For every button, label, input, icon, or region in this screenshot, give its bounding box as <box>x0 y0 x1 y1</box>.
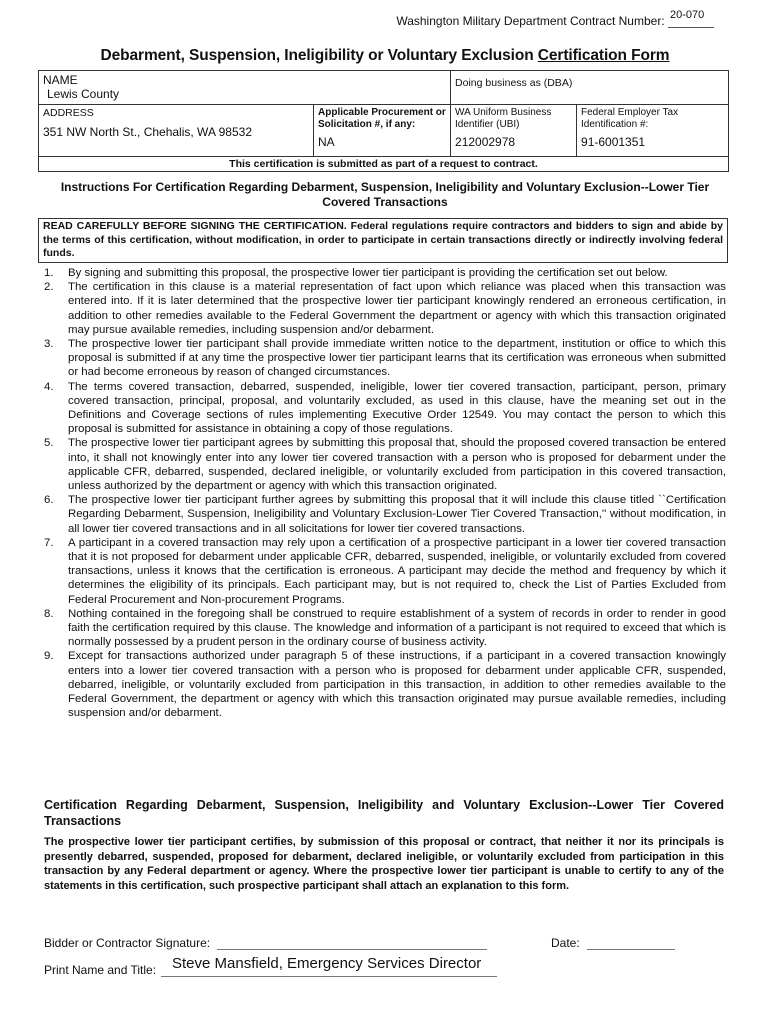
print-name-value: Steve Mansfield, Emergency Services Director <box>172 955 482 972</box>
dba-cell[interactable] <box>451 71 729 105</box>
read-carefully-notice: READ CAREFULLY BEFORE SIGNING THE CERTIFICATION. Federal regulations require contractors and bidders to sign and abide by the terms of this certification, without modification, in order to participate in certain transactions directly or indirectly involving federal funds. <box>38 218 728 263</box>
procurement-value: NA <box>318 135 335 149</box>
procurement-cell[interactable] <box>314 105 451 157</box>
instruction-number: 9. <box>44 650 54 663</box>
certification-title: Certification Regarding Debarment, Suspension, Ineligibility and Voluntary Exclusion--Lower Tier Covered Transactions <box>44 798 724 828</box>
instruction-number: 3. <box>44 338 54 351</box>
instruction-text: The prospective lower tier participant shall provide immediate written notice to the department, institution or office to which this proposal is submitted if at any time the prospective lower tier participant learns that its certification was erroneous when submitted or had become erroneous by reason of changed circumstances. <box>68 338 726 379</box>
instruction-number: 6. <box>44 494 54 507</box>
form-title-underlined: Certification Form <box>537 47 670 64</box>
instructions-title: Instructions For Certification Regarding Debarment, Suspension, Ineligibility and Voluntary Exclusion--Lower Tier Covered Transactions <box>60 180 710 209</box>
instruction-item <box>38 280 726 337</box>
signature-row <box>44 936 487 950</box>
procurement-label: Applicable Procurement or Solicitation #, if any: <box>318 107 446 130</box>
instruction-text: The terms covered transaction, debarred, suspended, ineligible, lower tier covered transaction, participant, person, primary covered transaction, principal, proposal, and voluntarily excluded, as used in this clause, have the meaning set out in the Definitions and Coverage sections of rules implementing Executive Order 12549. You may contact the person to which this proposal is submitted for assistance in obtaining a copy of those regulations. <box>68 380 726 436</box>
name-label: NAME <box>43 73 78 87</box>
ubi-label: WA Uniform Business Identifier (UBI) <box>455 107 552 130</box>
dba-label: Doing business as (DBA) <box>455 77 573 89</box>
fein-cell[interactable] <box>577 105 729 157</box>
fein-label: Federal Employer Tax Identification #: <box>581 107 679 130</box>
instruction-item <box>38 649 726 720</box>
date-label: Date: <box>551 936 580 950</box>
instruction-text: The certification in this clause is a material representation of fact upon which reliance was placed when this transaction was entered into. If it is later determined that the prospective lower tier participant knowingly rendered an erroneous certification, in addition to other remedies available to the Federal Government the department or agency with which this transaction originated may pursue available remedies, including suspension and/or debarment. <box>68 281 726 336</box>
instruction-item <box>38 266 726 280</box>
instruction-item <box>38 380 726 437</box>
instruction-number: 8. <box>44 607 54 620</box>
contract-number-line <box>396 9 714 28</box>
print-name-label: Print Name and Title: <box>44 963 157 977</box>
instruction-item <box>38 536 726 607</box>
name-value: Lewis County <box>47 87 120 101</box>
contractor-info-table <box>38 70 729 172</box>
form-title-main: Debarment, Suspension, Ineligibility or Voluntary Exclusion <box>100 47 538 64</box>
instruction-number: 5. <box>44 437 54 450</box>
submission-notice: This certification is submitted as part of a request to contract. <box>39 157 729 172</box>
contract-number-value: 20-070 <box>670 9 705 21</box>
date-row <box>551 936 675 950</box>
form-title <box>0 47 770 65</box>
instruction-number: 1. <box>44 267 54 279</box>
fein-value: 91-6001351 <box>581 135 646 149</box>
address-label: ADDRESS <box>43 107 94 119</box>
name-cell[interactable] <box>39 71 451 105</box>
ubi-cell[interactable] <box>451 105 577 157</box>
instructions-list <box>38 266 726 721</box>
instruction-text: The prospective lower tier participant further agrees by submitting this proposal that it will include this clause titled ``Certification Regarding Debarment, Suspension, Ineligibility and Voluntary Exclusion-Lower Tier Covered Transaction,'' without modification, in all lower tier covered transactions and in all solicitations for lower tier covered transactions. <box>68 494 726 535</box>
instruction-text: Except for transactions authorized under paragraph 5 of these instructions, if a participant in a covered transaction knowingly enters into a lower tier covered transaction with a person who is proposed for debarment under applicable CFR, suspended, debarred, ineligible, or voluntarily excluded from participation in this transaction, in addition to other remedies available to the Federal Government, the department or agency with which this transaction originated may pursue available remedies, including suspension and/or debarment. <box>68 650 726 720</box>
certification-statement: The prospective lower tier participant certifies, by submission of this proposal or contract, that neither it nor its principals is presently debarred, suspended, proposed for debarment, declared ineligible, or voluntarily excluded from participation in this transaction by any Federal department or agency. Where the prospective lower tier participant is unable to certify to any of the statements in this certification, such prospective participant shall attach an explanation to this form. <box>44 836 724 892</box>
instruction-text: The prospective lower tier participant agrees by submitting this proposal that, should the proposed covered transaction be entered into, it shall not knowingly enter into any lower tier covered transaction with a person who is proposed for debarment under the applicable CFR, debarred, suspended, declared ineligible, or voluntarily excluded from participation in this covered transaction, unless authorized by the department or agency with which this transaction originated. <box>68 437 726 493</box>
instruction-item <box>38 607 726 650</box>
instruction-item <box>38 493 726 536</box>
address-value: 351 NW North St., Chehalis, WA 98532 <box>43 125 252 139</box>
instruction-number: 2. <box>44 281 54 294</box>
address-cell[interactable] <box>39 105 314 157</box>
instruction-item <box>38 337 726 380</box>
signature-field[interactable] <box>217 937 487 950</box>
date-field[interactable] <box>587 937 675 950</box>
signature-label: Bidder or Contractor Signature: <box>44 936 211 950</box>
contract-number-label: Washington Military Department Contract Number: <box>396 14 665 28</box>
contract-number-field[interactable] <box>668 9 714 28</box>
instruction-number: 4. <box>44 380 54 393</box>
instruction-text: Nothing contained in the foregoing shall be construed to require establishment of a system of records in order to render in good faith the certification required by this clause. The knowledge and information of a participant is not required to exceed that which is normally possessed by a prudent person in the ordinary course of business activity. <box>68 607 726 649</box>
instruction-number: 7. <box>44 536 54 549</box>
instruction-item <box>38 436 726 493</box>
instruction-text: A participant in a covered transaction may rely upon a certification of a prospective participant in a lower tier covered transaction that it is not proposed for debarment under applicable CFR, debarred, suspended, ineligible, or voluntarily excluded from covered transactions, unless it knows that the certification is erroneous. A participant may decide the method and frequency by which it determines the eligibility of its principals. Each participant may, but is not required to, check the List of Parties Excluded from Federal Procurement and Non-procurement Programs. <box>68 536 726 606</box>
ubi-value: 212002978 <box>455 135 516 149</box>
instruction-text: By signing and submitting this proposal, the prospective lower tier participant is providing the certification set out below. <box>68 267 668 279</box>
